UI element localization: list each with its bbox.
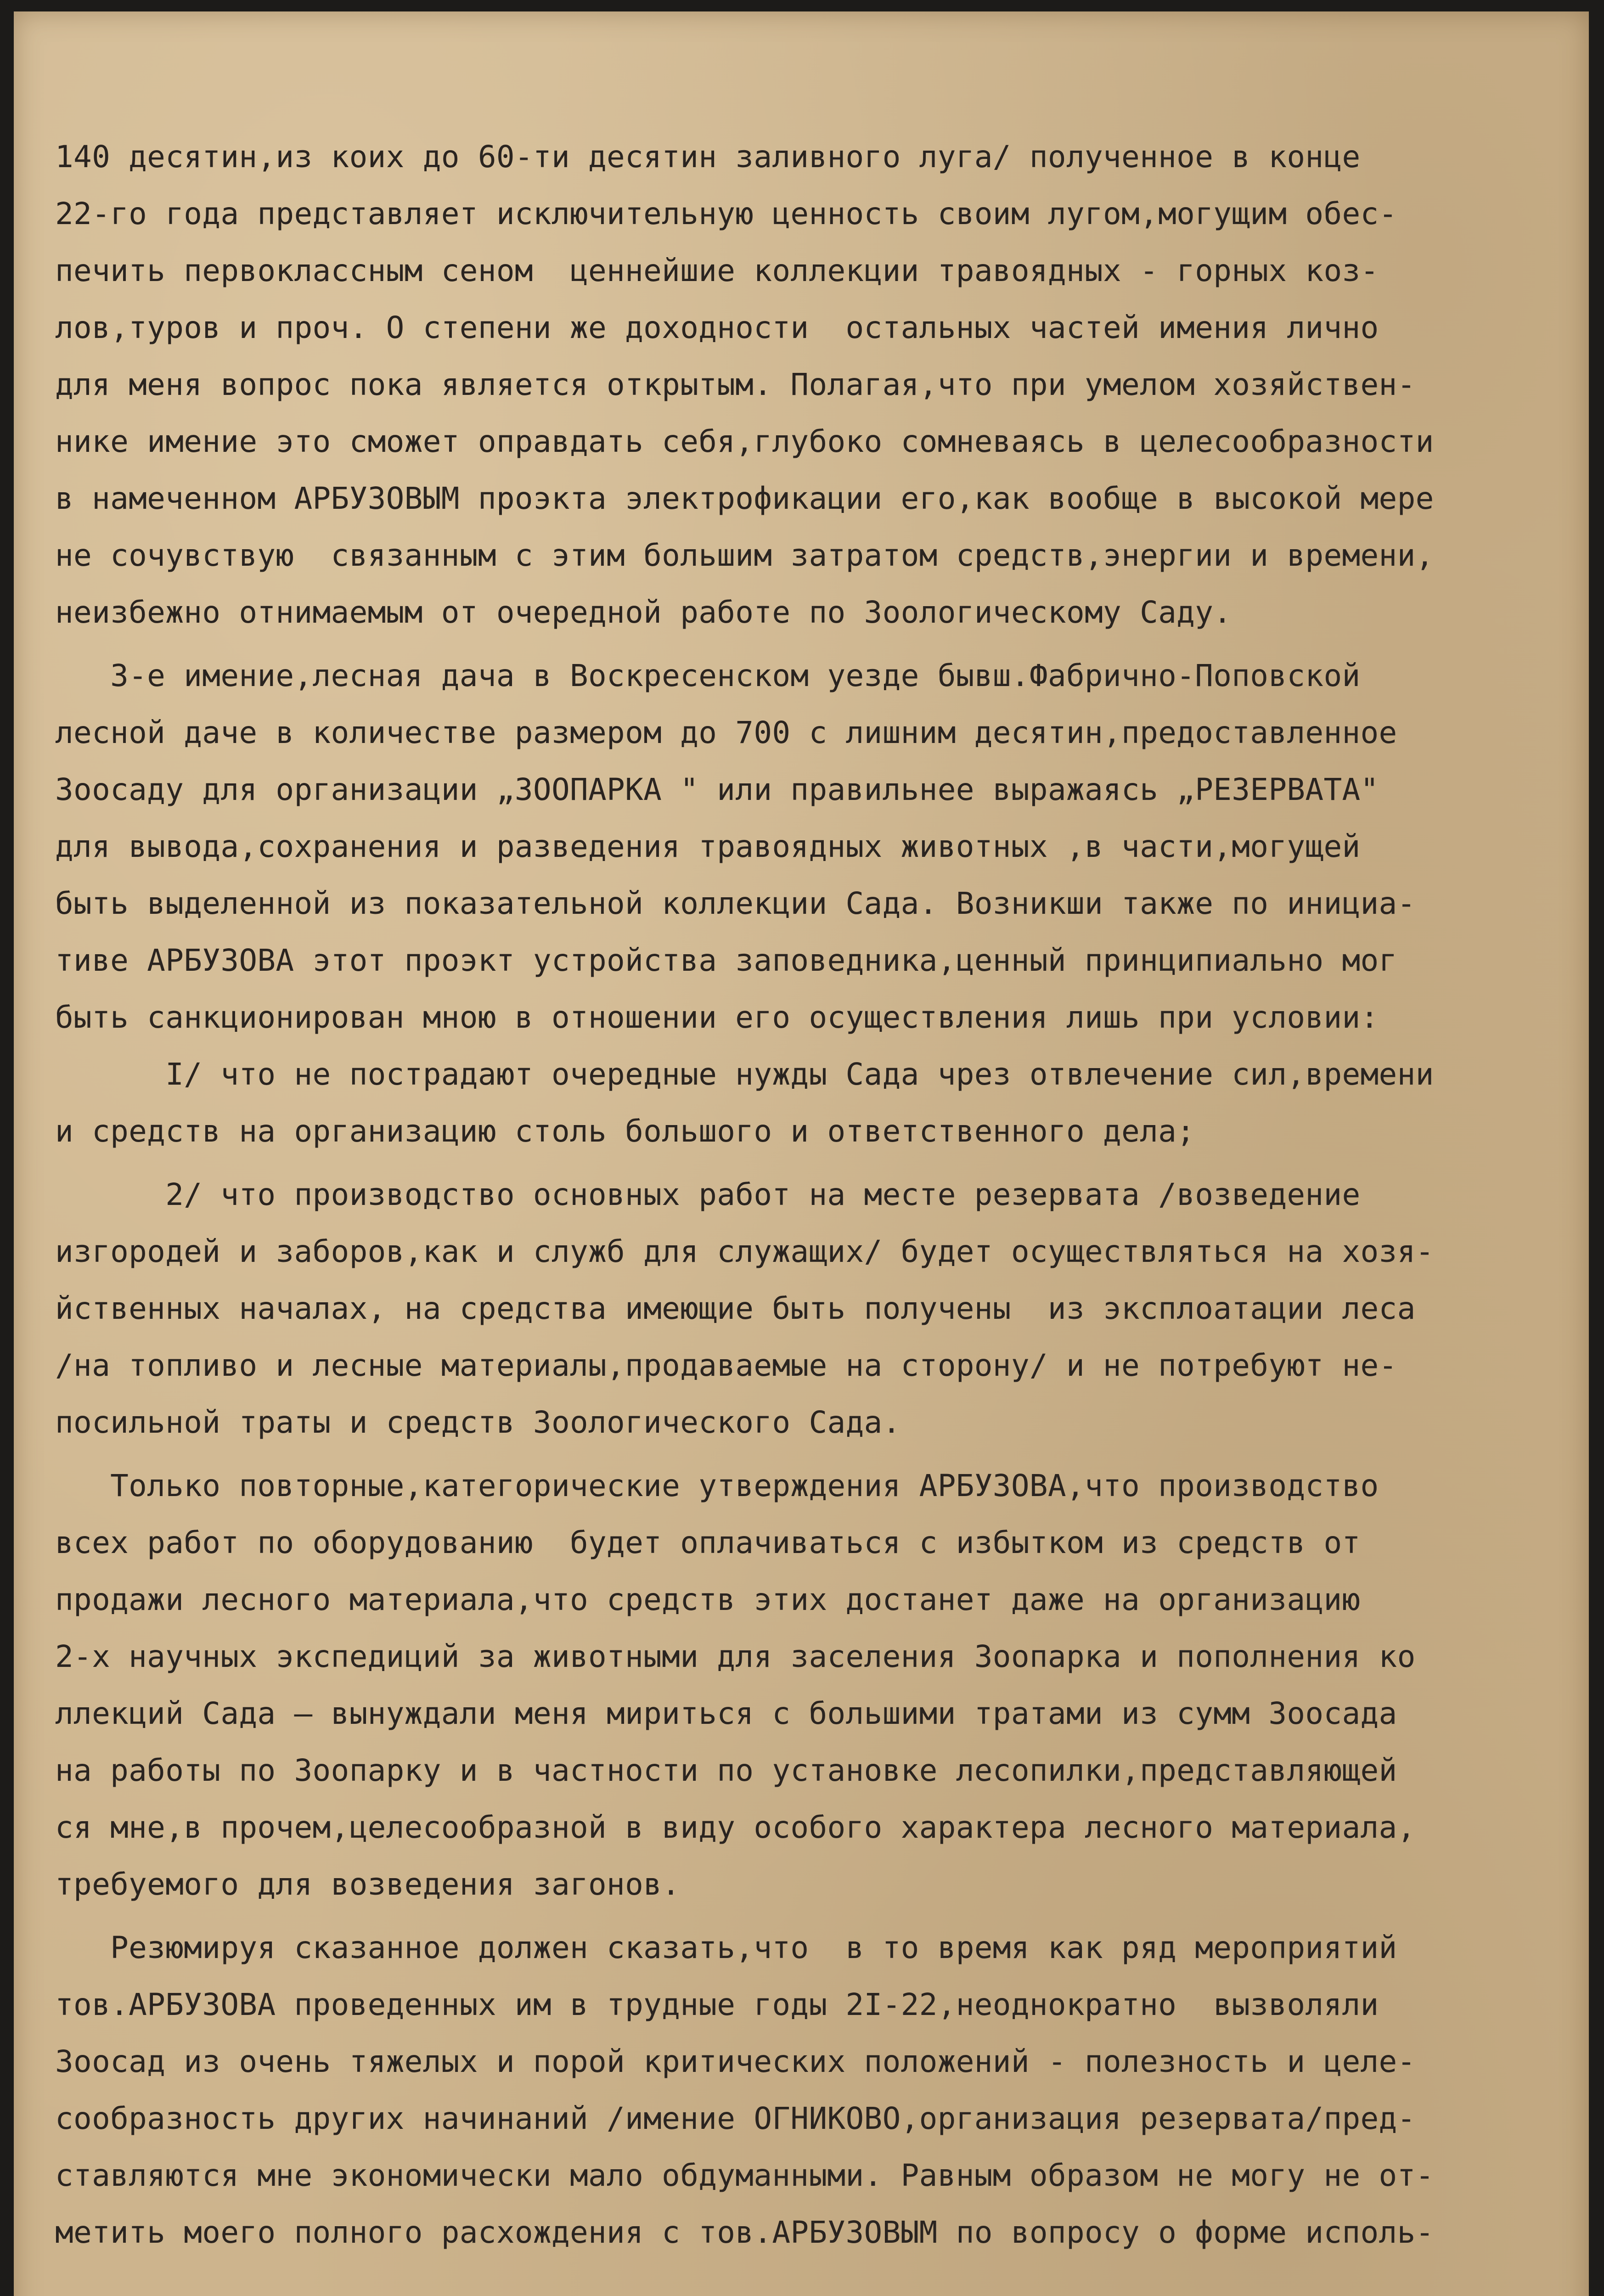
text-line: I/ что не пострадают очередные нужды Сада чрез отвлечение сил,времени [55,1057,1434,1092]
text-line: быть выделенной из показательной коллекции Сада. Возникши также по инициа- [55,886,1416,921]
paragraph-gap [55,1451,1552,1458]
text-line: лов,туров и проч. О степени же доходности остальных частей имения лично [55,310,1379,345]
text-line: тиве АРБУЗОВА этот проэкт устройства заповедника,ценный принципиально мог [55,943,1397,978]
text-line: метить моего полного расхождения с тов.АРБУЗОВЫМ по вопросу о форме исполь- [55,2215,1434,2250]
text-line: 2/ что производство основных работ на месте резервата /возведение [55,1177,1361,1212]
text-line: для вывода,сохранения и разведения травоядных животных ,в части,могущей [55,829,1361,864]
text-line: на работы по Зоопарку и в частности по установке лесопилки,представляющей [55,1753,1397,1788]
text-line: Только повторные,категорические утверждения АРБУЗОВА,что производство [55,1468,1379,1503]
text-line: 140 десятин,из коих до 60-ти десятин заливного луга/ полученное в конце [55,139,1361,174]
text-line: лесной даче в количестве размером до 700 с лишним десятин,предоставленное [55,715,1397,750]
text-line: ся мне,в прочем,целесообразной в виду особого характера лесного материала, [55,1810,1416,1845]
text-line: Зоосад из очень тяжелых и порой критических положений - полезность и целе- [55,2044,1416,2079]
text-line: быть санкционирован мною в отношении его осуществления лишь при условии: [55,1000,1379,1035]
text-line: печить первоклассным сеном ценнейшие коллекции травоядных - горных коз- [55,253,1379,288]
paragraph [55,1166,1552,1451]
text-line: 3-е имение,лесная дача в Воскресенском уезде бывш.Фабрично-Поповской [55,658,1361,693]
text-line: Зоосаду для организации „ЗООПАРКА " или правильнее выражаясь „РЕЗЕРВАТА" [55,772,1379,807]
text-line: в намеченном АРБУЗОВЫМ проэкта электрофикации его,как вообще в высокой мере [55,481,1434,516]
text-line: 2-х научных экспедиций за животными для заселения Зоопарка и пополнения ко [55,1639,1416,1674]
text-line: сообразность других начинаний /имение ОГНИКОВО,организация резервата/пред- [55,2101,1416,2136]
document-page [14,11,1589,2296]
text-line: 22-го года представляет исключительную ценность своим лугом,могущим обес- [55,196,1397,231]
text-line: ллекций Сада — вынуждали меня мириться с большими тратами из сумм Зоосада [55,1696,1397,1731]
text-line: Резюмируя сказанное должен сказать,что в то время как ряд мероприятий [55,1930,1397,1965]
paragraph-gap [55,1160,1552,1166]
typed-text-body [55,129,1552,2261]
paragraph [55,647,1552,1160]
text-line: продажи лесного материала,что средств этих достанет даже на организацию [55,1582,1361,1617]
text-line: посильной траты и средств Зоологического Сада. [55,1405,901,1440]
text-line: изгородей и заборов,как и служб для служащих/ будет осуществляться на хозя- [55,1234,1434,1269]
text-line: и средств на организацию столь большого и ответственного дела; [55,1114,1195,1149]
text-line: ставляются мне экономически мало обдуманными. Равным образом не могу не от- [55,2158,1434,2193]
paragraph [55,1919,1552,2261]
text-line: для меня вопрос пока является открытым. Полагая,что при умелом хозяйствен- [55,367,1416,402]
text-line: нике имение это сможет оправдать себя,глубоко сомневаясь в целесообразности [55,424,1434,459]
text-line: требуемого для возведения загонов. [55,1867,681,1902]
text-line: йственных началах, на средства имеющие быть получены из эксплоатации леса [55,1291,1416,1326]
text-line: /на топливо и лесные материалы,продаваемые на сторону/ и не потребуют не- [55,1348,1397,1383]
text-line: неизбежно отнимаемым от очередной работе по Зоологическому Саду. [55,595,1232,630]
text-line: тов.АРБУЗОВА проведенных им в трудные годы 2I-22,неоднократно вызволяли [55,1987,1379,2022]
paragraph [55,1458,1552,1913]
paragraph [55,129,1552,641]
text-line: всех работ по оборудованию будет оплачиваться с избытком из средств от [55,1525,1361,1560]
paragraph-gap [55,1913,1552,1919]
paragraph-gap [55,641,1552,647]
text-line: не сочувствую связанным с этим большим затратом средств,энергии и времени, [55,538,1434,573]
